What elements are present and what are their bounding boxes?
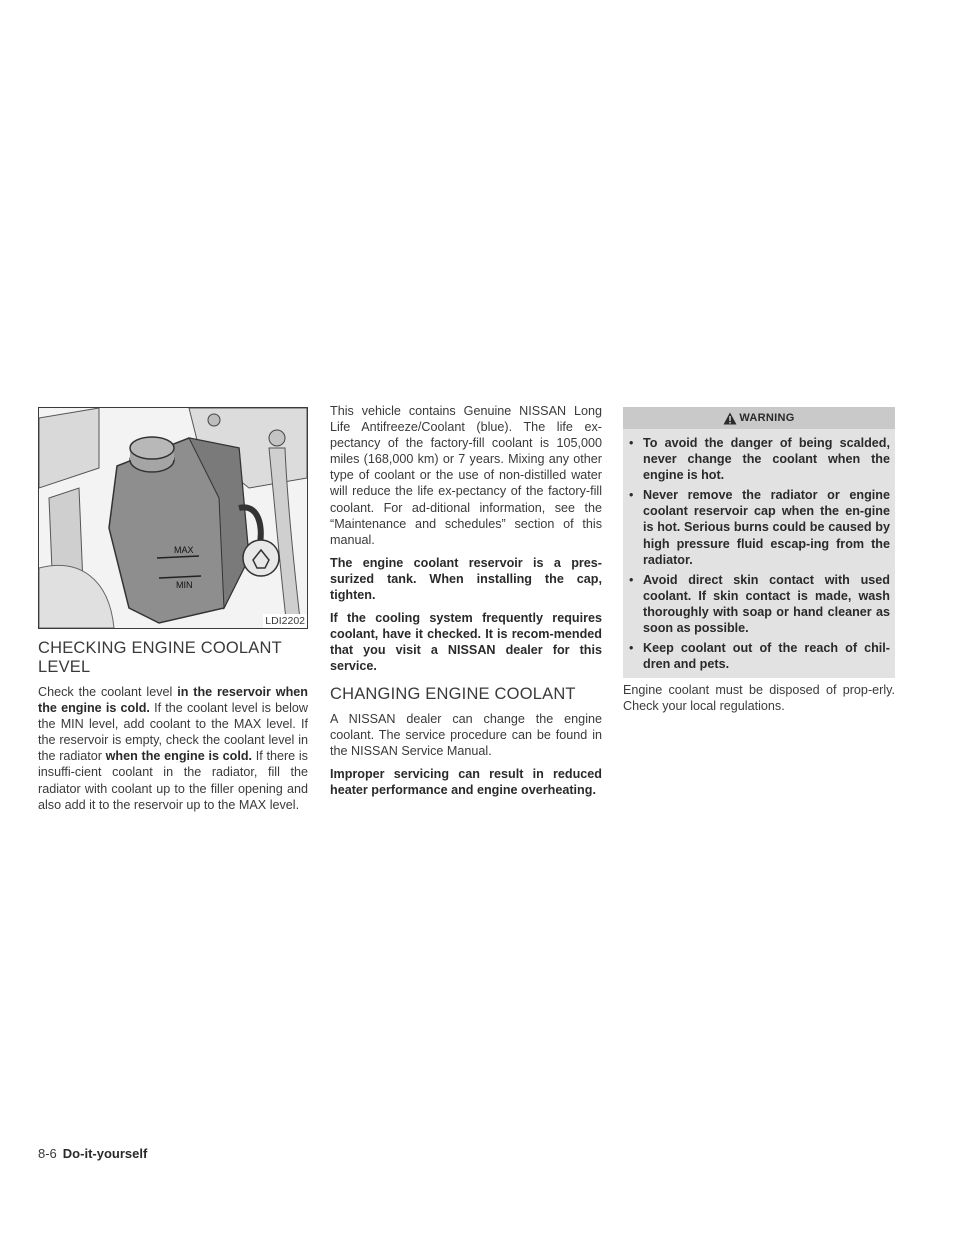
checking-heading: CHECKING ENGINE COOLANT LEVEL — [38, 639, 282, 676]
column-middle — [330, 403, 602, 805]
warning-box — [623, 407, 895, 678]
warning-item: • Avoid direct skin contact with used coolant. If skin contact is made, wash thoroughly with soap or hand cleaner as soon as possible. — [629, 572, 890, 636]
changing-heading: CHANGING ENGINE COOLANT — [330, 684, 576, 703]
checking-paragraph: Check the coolant level in the reservoir when the engine is cold. If the coolant level is below the MIN level, add coolant to the MAX level. If the reservoir is empty, check the coolant level in the radiator when the engine is cold. If there is insuffi-cient coolant in the radiator, fill the radiator with coolant up to the filler opening and also add it to the reservoir up to the MAX level. — [38, 685, 308, 812]
coolant-info-paragraph: This vehicle contains Genuine NISSAN Long Life Antifreeze/Coolant (blue). The life ex-pectancy of the factory-fill coolant is 105,000 miles (168,000 km) or 7 years. Mixing any other type of coolant or the use of non-distilled water will reduce the life ex-pectancy of the factory-fill coolant. For ad-ditional information, see the “Maintenance and schedules” section of this manual. — [330, 404, 602, 547]
warning-triangle-icon — [723, 412, 737, 425]
section-name: Do-it-yourself — [62, 1146, 148, 1161]
changing-paragraph: A NISSAN dealer can change the engine coolant. The service procedure can be found in the NISSAN Service Manual. — [330, 711, 602, 758]
warning-item: • Keep coolant out of the reach of chil-dren and pets. — [629, 641, 890, 672]
warning-item: • To avoid the danger of being scalded, never change the coolant when the engine is hot. — [629, 436, 890, 483]
page-number: 8-6 — [38, 1146, 57, 1161]
column-right — [623, 407, 895, 722]
coolant-reservoir-illustration — [39, 408, 307, 628]
figure-code: LDI2202 — [265, 615, 305, 627]
max-mark-label: MAX — [174, 545, 194, 555]
warning-header — [623, 407, 895, 429]
page-footer — [38, 1146, 147, 1161]
coolant-reservoir-figure — [38, 407, 308, 629]
disposal-paragraph: Engine coolant must be disposed of prop-erly. Check your local regulations. — [623, 683, 895, 714]
frequent-coolant-note: If the cooling system frequently requires coolant, have it checked. It is recom-mended that you visit a NISSAN dealer for this service. — [330, 611, 602, 674]
warning-item: • Never remove the radiator or engine coolant reservoir cap when the en-gine is hot. Serious burns could be caused by high pressure fluid escap-ing from the radiator. — [629, 488, 890, 567]
min-mark-label: MIN — [176, 580, 193, 590]
pressurized-tank-note: The engine coolant reservoir is a pres-surized tank. When installing the cap, tighten. — [330, 555, 602, 603]
warning-title: WARNING — [739, 411, 795, 424]
column-left — [38, 407, 308, 820]
improper-servicing-note: Improper servicing can result in reduced heater performance and engine overheating. — [330, 766, 602, 797]
warning-list — [623, 429, 895, 678]
